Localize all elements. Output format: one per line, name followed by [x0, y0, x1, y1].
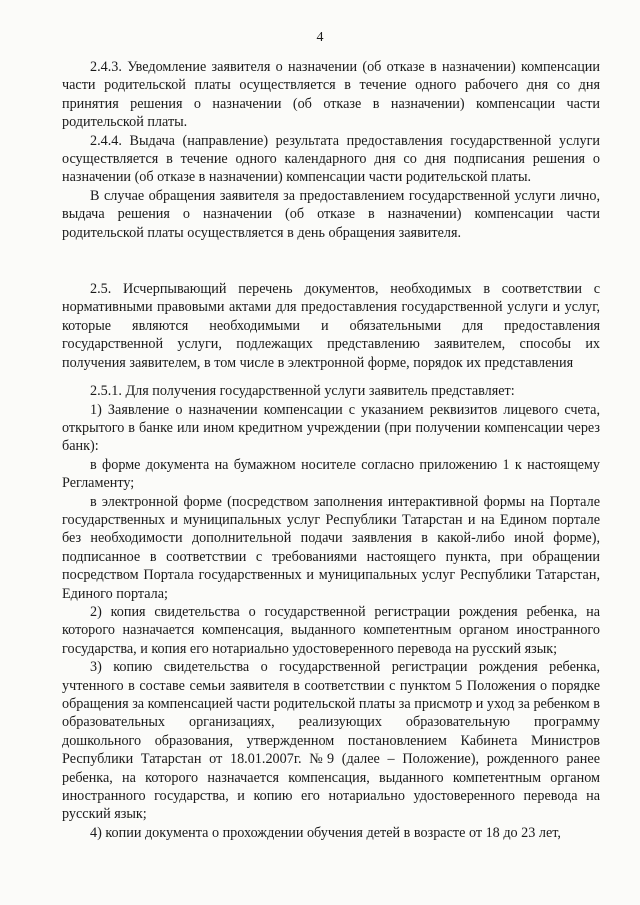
list-item-1-electronic: в электронной форме (посредством заполнения интерактивной формы на Портале государственных и муниципальных услуг Республики Татарстан и на Едином портале без необходимости дополнительной подачи заявления в какой-либо иной форме), подписанное в соответствии с требованиями настоящего пункта, при обращении посредством Портала государственных и муниципальных услуг Республики Татарстан, Единого портала; [62, 493, 600, 602]
section-heading-2-5: 2.5. Исчерпывающий перечень документов, необходимых в соответствии с нормативными правовыми актами для предоставления государственной услуги и услуг, которые являются необходимыми и обязательными для предоставления государственной услуги, подлежащих представлению заявителем, способы их получения заявителем, в том числе в электронной форме, порядок их представления [62, 281, 600, 371]
list-item-1-paper: в форме документа на бумажном носителе согласно приложению 1 к настоящему Регламенту; [62, 456, 600, 492]
list-item-1: 1) Заявление о назначении компенсации с указанием реквизитов лицевого счета, открытого в банке или ином кредитном учреждении (при получении компенсации через банк): [62, 401, 600, 455]
section-gap [62, 242, 600, 280]
page-number: 4 [316, 30, 324, 45]
section-gap [62, 372, 600, 382]
paragraph-personal-request: В случае обращения заявителя за предоставлением государственной услуги лично, выдача решения о назначении (об отказе в назначении) компенсации части родительской платы осуществляется в день обращения заявителя. [62, 187, 600, 241]
paragraph-2-5-1: 2.5.1. Для получения государственной услуги заявитель представляет: [90, 383, 515, 400]
paragraph-2-4-3: 2.4.3. Уведомление заявителя о назначении (об отказе в назначении) компенсации части родительской платы осуществляется в течение одного рабочего дня со дня принятия решения о назначении (об отказе в назначении) компенсации части родительской платы. [62, 59, 600, 131]
paragraph-2-4-4: 2.4.4. Выдача (направление) результата предоставления государственной услуги осуществляется в течение одного календарного дня со дня подписания решения о назначении (об отказе в назначении) компенсации части родительской платы. [62, 132, 600, 186]
list-item-3: 3) копию свидетельства о государственной регистрации рождения ребенка, учтенного в составе семьи заявителя в соответствии с пунктом 5 Положения о порядке обращения за компенсацией части родительской платы за присмотр и уход за ребенком в образовательных организациях, реализующих образовательную программу дошкольного образования, утвержденном постановлением Кабинета Министров Республики Татарстан от 18.01.2007г. №9 (далее – Положение), рожденного ранее ребенка, на которого назначается компенсация, выданного компетентным органом иностранного государства, и копию его нотариально удостоверенного перевода на русский язык; [62, 659, 600, 823]
list-item-2: 2) копия свидетельства о государственной регистрации рождения ребенка, на которого назначается компенсация, выданного компетентным органом иностранного государства, и копия его нотариально удостоверенного перевода на русский язык; [62, 603, 600, 657]
list-item-4: 4) копии документа о прохождении обучения детей в возрасте от 18 до 23 лет, [90, 824, 561, 841]
document-body [62, 58, 600, 842]
